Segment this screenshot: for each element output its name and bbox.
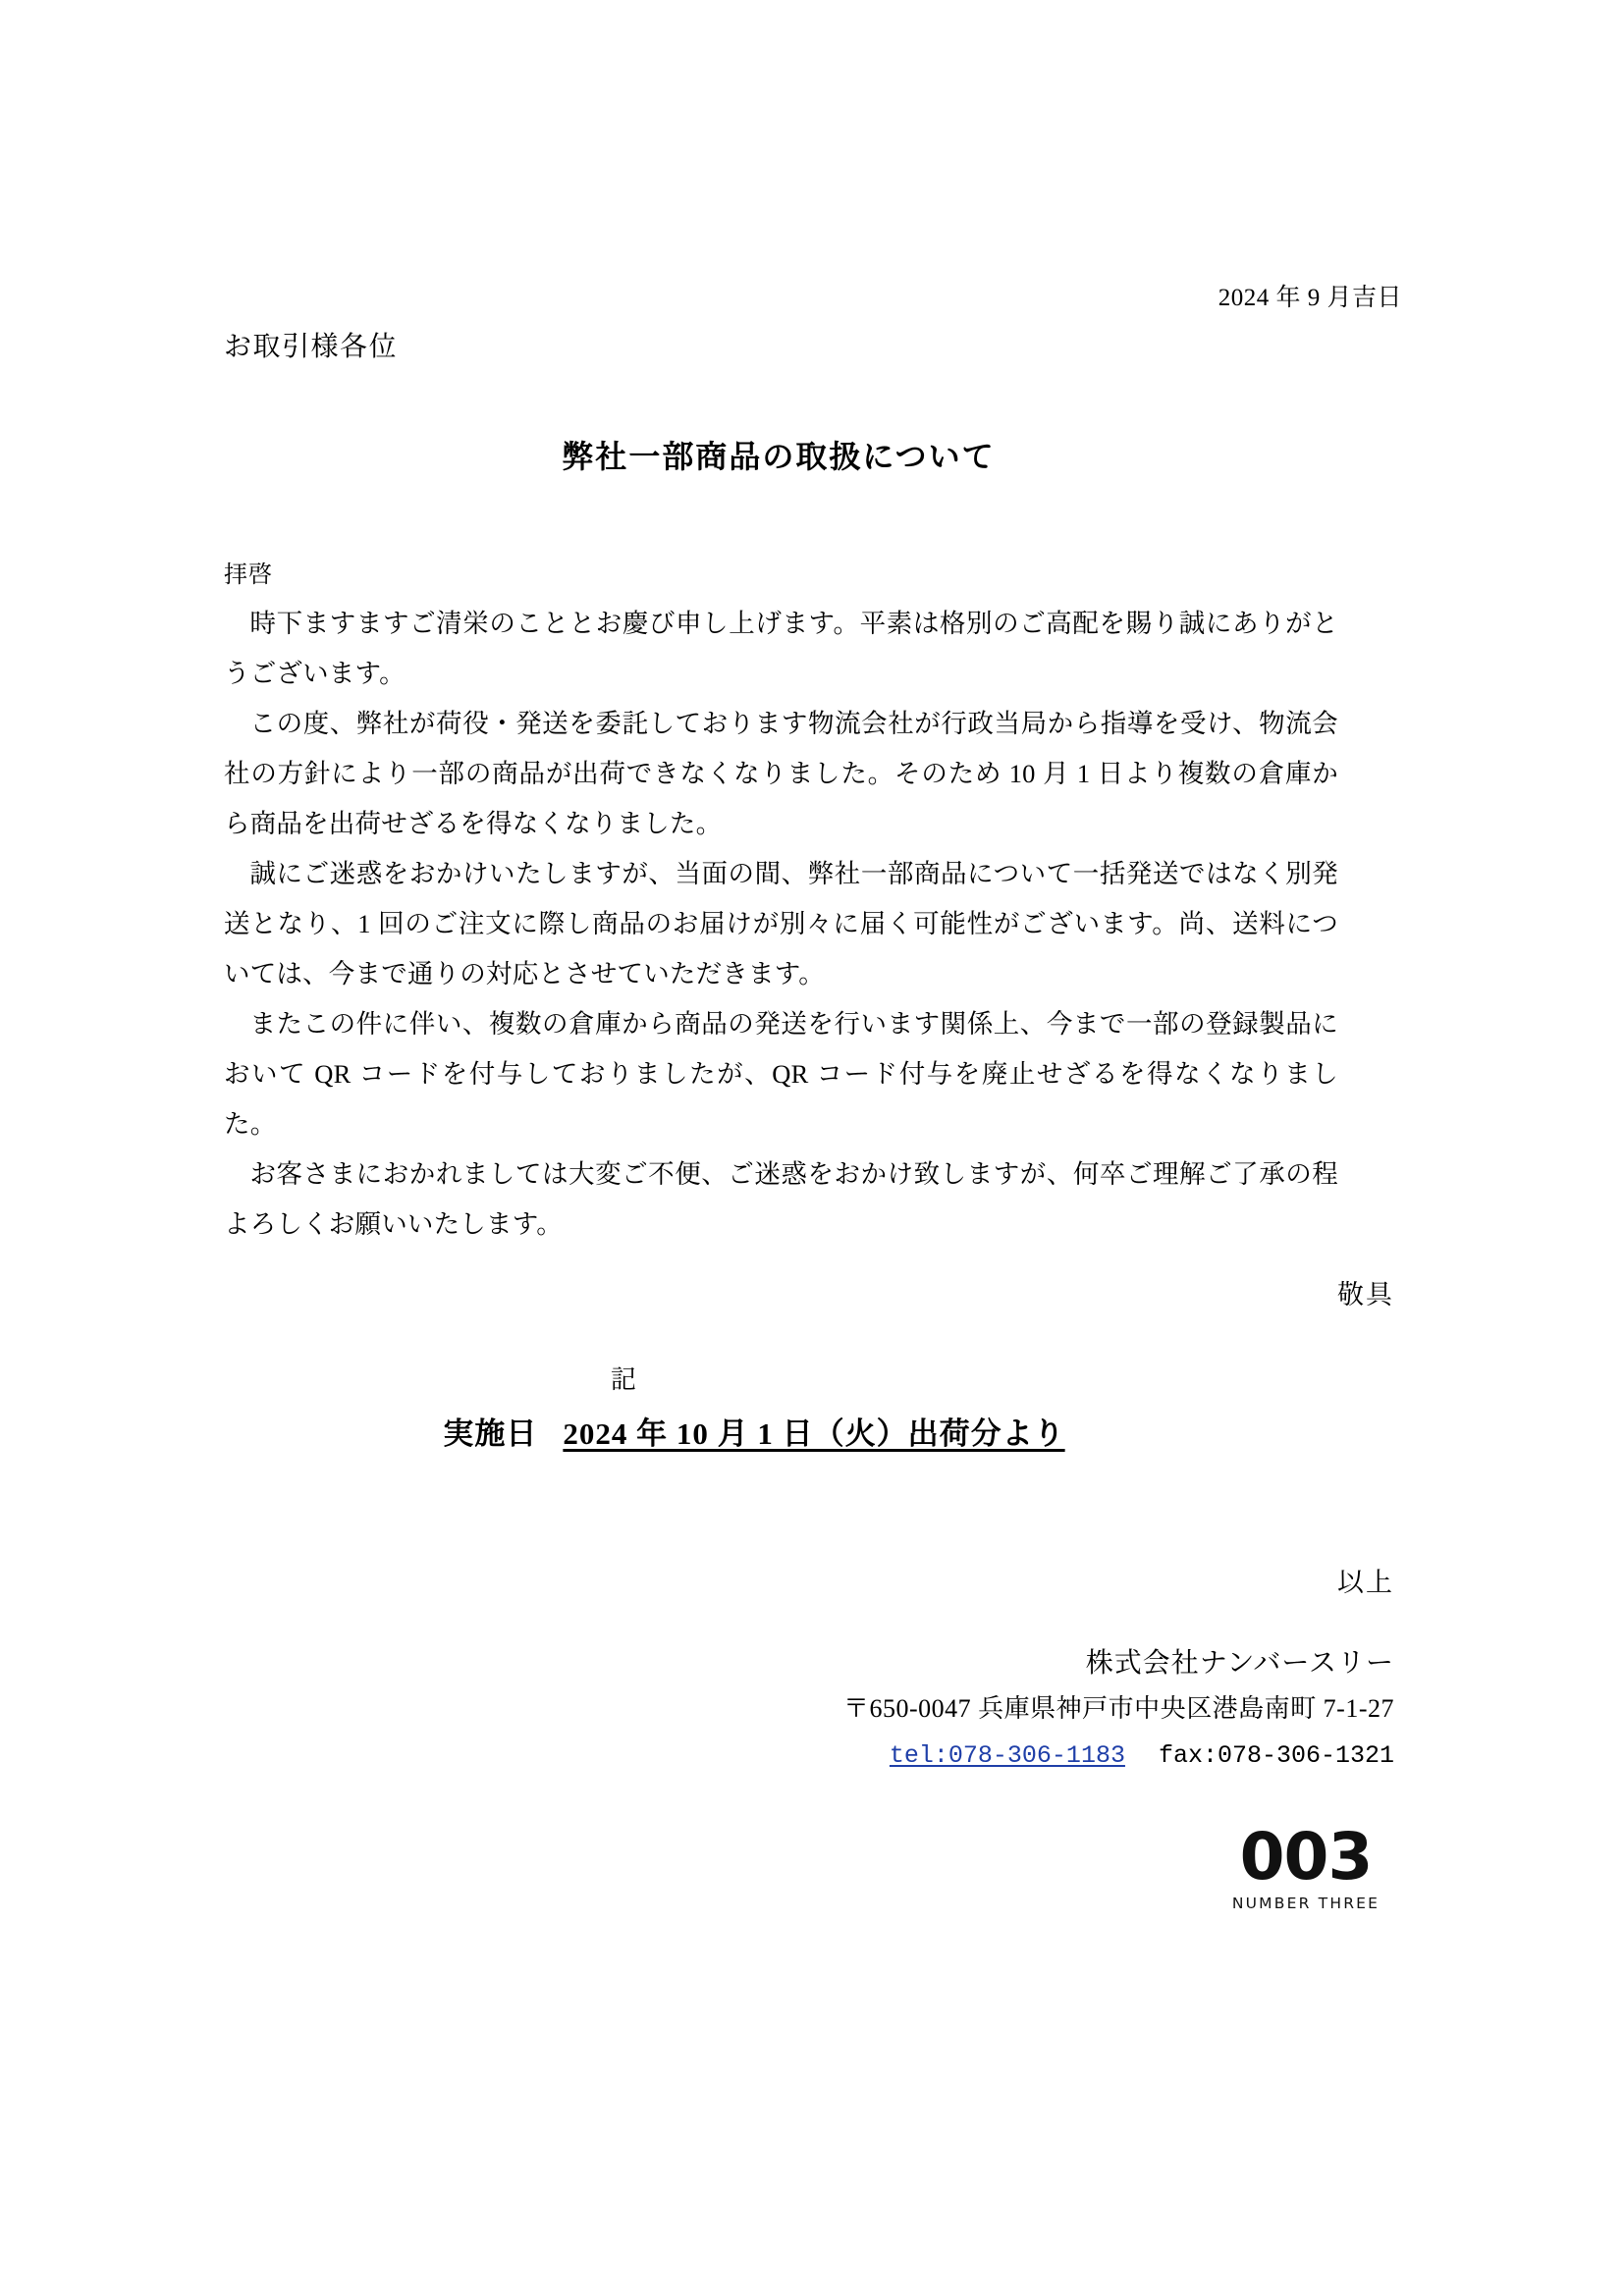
- salutation: 拝啓: [224, 562, 273, 588]
- body-paragraph-1: 時下ますますご清栄のこととお慶び申し上げます。平素は格別のご高配を賜り誠にありがとうございます。: [224, 609, 1338, 688]
- sender-fax: fax:078-306-1321: [1158, 1741, 1394, 1770]
- body-paragraph-5: お客さまにおかれましては大変ご不便、ご迷惑をおかけ致しますが、何卒ご理解ご了承の程よろしくお願いいたします。: [224, 1159, 1338, 1239]
- body-paragraph-2: この度、弊社が荷役・発送を委託しております物流会社が行政当局から指導を受け、物流会社の方針により一部の商品が出荷できなくなりました。そのため 10 月 1 日より複数の倉庫から商品を出荷せざるを得なくなりました。: [224, 709, 1338, 838]
- sender-tel-link[interactable]: tel:078-306-1183: [889, 1741, 1125, 1770]
- page-title: 弊社一部商品の取扱について: [562, 439, 996, 474]
- addressee-line: お取引様各位: [224, 332, 399, 362]
- end-mark: 以上: [1337, 1568, 1394, 1597]
- body-paragraph-4: またこの件に伴い、複数の倉庫から商品の発送を行います関係上、今まで一部の登録製品において QR コードを付与しておりましたが、QR コード付与を廃止せざるを得なくなりました。: [224, 1009, 1338, 1139]
- sender-contacts: [843, 1734, 1394, 1779]
- sender-address: 〒650-0047 兵庫県神戸市中央区港島南町 7-1-27: [843, 1694, 1394, 1723]
- document-date: 2024 年 9 月吉日: [1218, 285, 1402, 311]
- sender-block: [843, 1641, 1394, 1779]
- closing-word: 敬具: [1337, 1280, 1394, 1309]
- effective-date-value: 2024 年 10 月 1 日（火）出荷分より: [563, 1416, 1065, 1451]
- body-paragraphs: [224, 599, 1338, 1250]
- body-paragraph-3: 誠にご迷惑をおかけいたしますが、当面の間、弊社一部商品について一括発送ではなく別発送となり、1 回のご注文に際し商品のお届けが別々に届く可能性がございます。尚、送料については、今まで通りの対応とさせていただきます。: [224, 859, 1338, 988]
- sender-company: 株式会社ナンバースリー: [1085, 1648, 1394, 1679]
- effective-date-line: [224, 1409, 1284, 1453]
- document-content: [224, 0, 1402, 2296]
- logo-mark-003: 003: [1239, 1819, 1373, 1895]
- note-heading: 記: [610, 1365, 637, 1394]
- effective-date-label: 実施日: [443, 1416, 538, 1451]
- logo-wordmark: NUMBER THREE: [1231, 1895, 1380, 1912]
- company-logo: [1218, 1819, 1394, 1912]
